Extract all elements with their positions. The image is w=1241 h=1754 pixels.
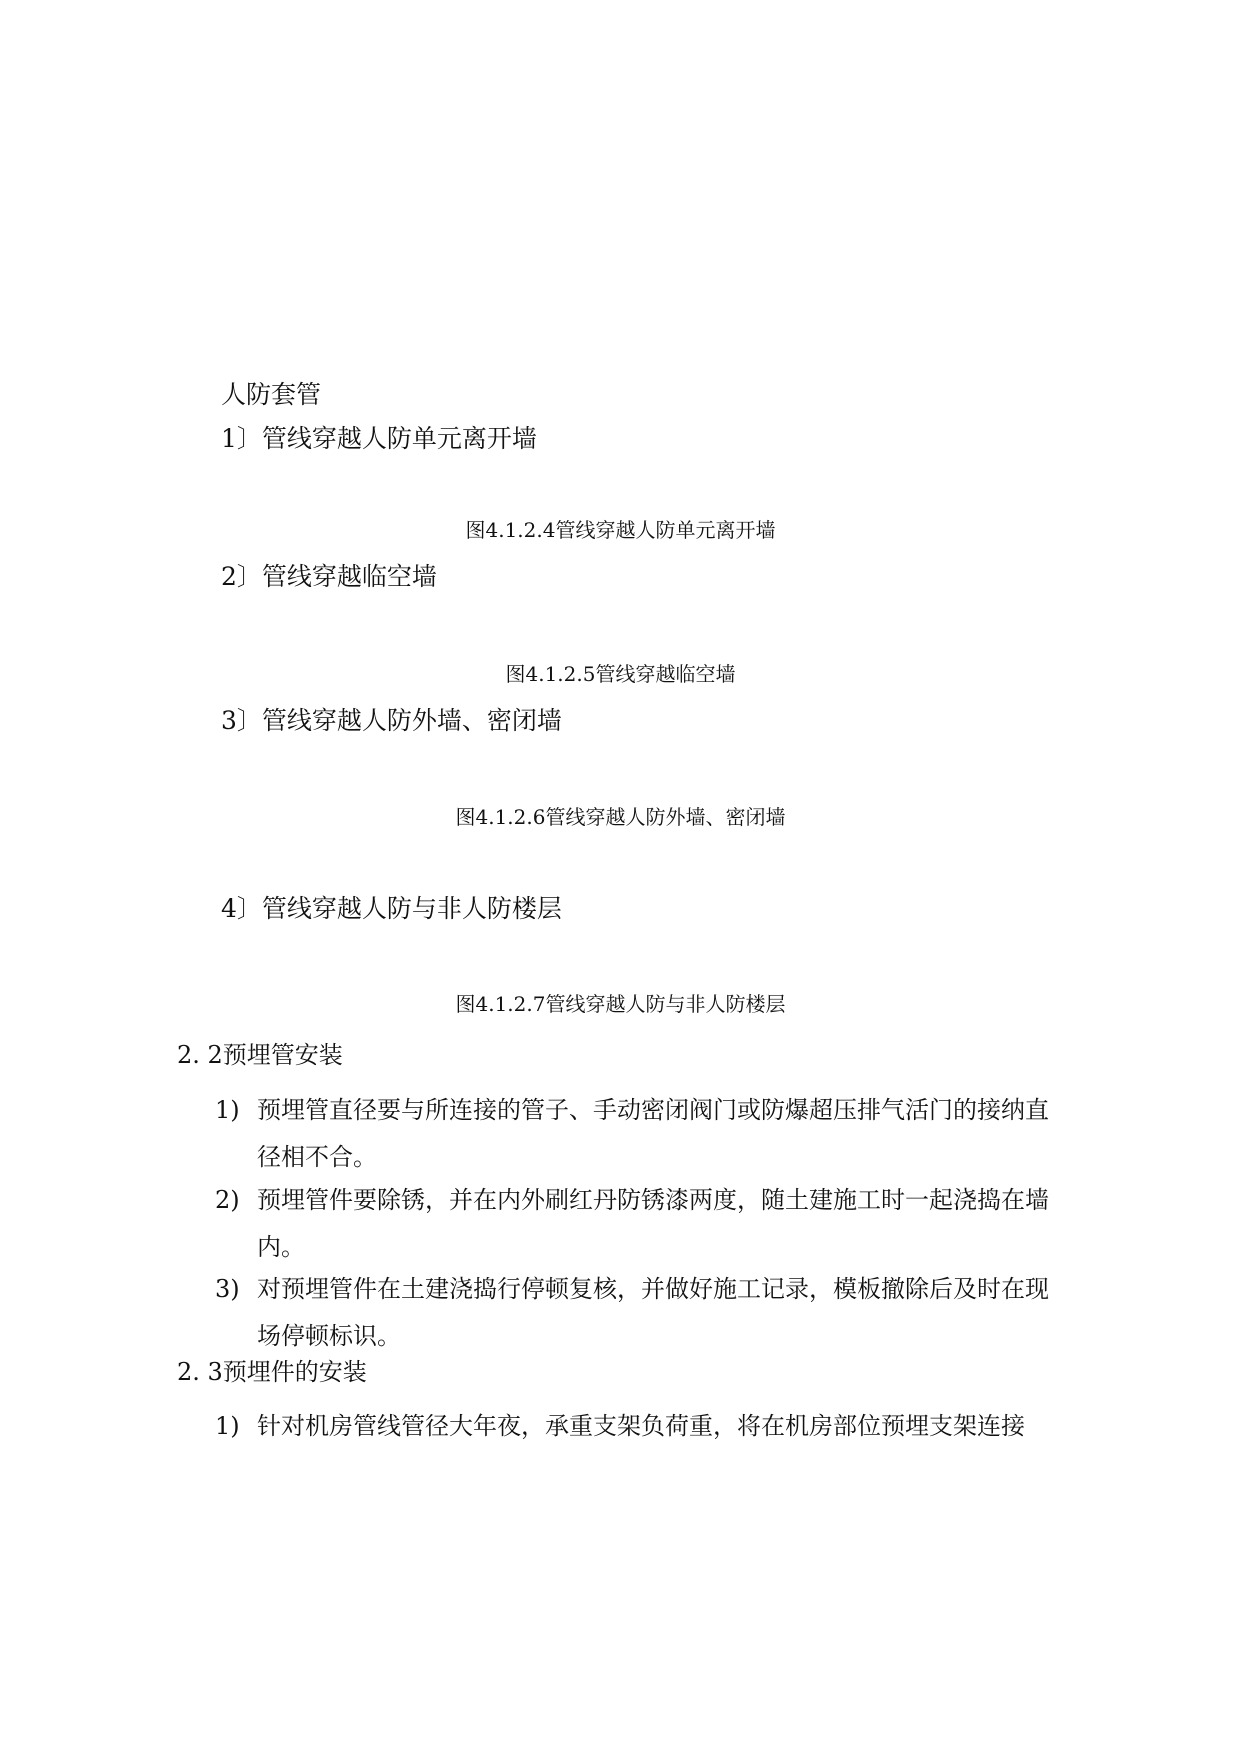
paragraph-number: 1) bbox=[215, 1096, 240, 1124]
item-label-2: 2〕管线穿越临空墙 bbox=[221, 562, 437, 591]
item-label-1: 1〕管线穿越人防单元离开墙 bbox=[221, 424, 537, 453]
paragraph-number: 1) bbox=[215, 1412, 240, 1440]
figure-caption-4-1-2-6: 图4.1.2.6管线穿越人防外墙、密闭墙 bbox=[455, 805, 786, 829]
item-label-4: 4〕管线穿越人防与非人防楼层 bbox=[221, 894, 562, 923]
section-title-civil-defense-sleeve: 人防套管 bbox=[221, 380, 322, 409]
figure-caption-4-1-2-7: 图4.1.2.7管线穿越人防与非人防楼层 bbox=[455, 992, 786, 1016]
paragraph-number: 2) bbox=[215, 1186, 240, 1214]
item-label-3: 3〕管线穿越人防外墙、密闭墙 bbox=[221, 706, 562, 735]
paragraph-text: 预埋管件要除锈，并在内外刷红丹防锈漆两度，随土建施工时一起浇捣在墙内。 bbox=[257, 1186, 1049, 1261]
section-title-2-2: 2. 2预埋管安装 bbox=[177, 1041, 343, 1069]
paragraph-text: 对预埋管件在土建浇捣行停顿复核，并做好施工记录，模板撤除后及时在现场停顿标识。 bbox=[257, 1275, 1049, 1350]
figure-caption-4-1-2-5: 图4.1.2.5管线穿越临空墙 bbox=[505, 662, 736, 686]
paragraph-text: 针对机房管线管径大年夜，承重支架负荷重，将在机房部位预埋支架连接 bbox=[257, 1412, 1025, 1440]
paragraph-number: 3) bbox=[215, 1275, 240, 1303]
figure-caption-4-1-2-4: 图4.1.2.4管线穿越人防单元离开墙 bbox=[465, 518, 776, 542]
paragraph-text: 预埋管直径要与所连接的管子、手动密闭阀门或防爆超压排气活门的接纳直径相不合。 bbox=[257, 1096, 1049, 1171]
section-title-2-3: 2. 3预埋件的安装 bbox=[177, 1358, 367, 1386]
